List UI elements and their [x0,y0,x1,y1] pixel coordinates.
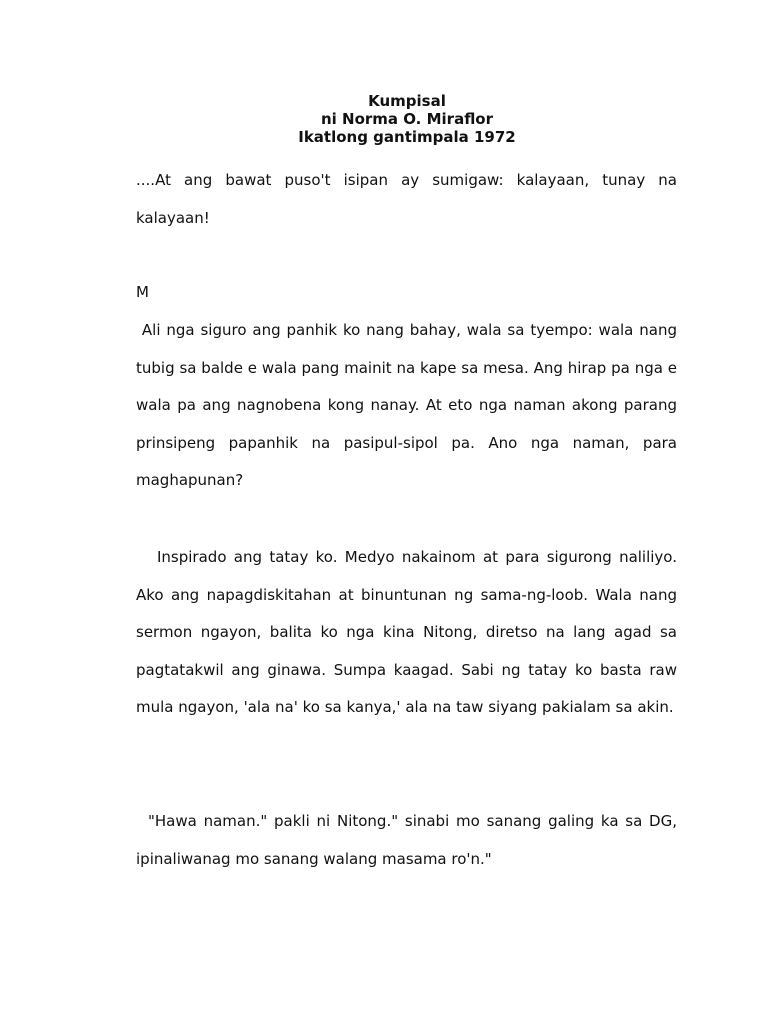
body-paragraph: "Hawa naman." pakli ni Nitong." sinabi mo sanang galing ka sa DG, ipinaliwanag mo sanang walang masama ro'n." [136,812,677,868]
drop-cap-letter: M [136,283,149,301]
document-award: Ikatlong gantimpala 1972 [298,128,516,146]
document-author: ni Norma O. Miraflor [320,110,494,128]
body-paragraph: Inspirado ang tatay ko. Medyo nakainom at para sigurong naliliyo. Ako ang napagdiskitahan at binuntunan ng sama-ng-loob. Wala nang sermon ngayon, balita ko nga kina Nitong, diretso na lang agad sa pagtatakwil ang ginawa. Sumpa kaagad. Sabi ng tatay ko basta raw mula ngayon, 'ala na' ko sa kanya,' ala na taw siyang pakialam sa akin. [136,548,677,717]
document-header [0,92,768,146]
body-paragraph: Ali nga siguro ang panhik ko nang bahay, wala sa tyempo: wala nang tubig sa balde e wala pang mainit na kape sa mesa. Ang hirap pa nga e wala pa ang nagnobena kong nanay. At eto nga naman akong parang prinsipeng papanhik na pasipul-sipol pa. Ano nga naman, para maghapunan? [136,321,682,490]
document-title: Kumpisal [368,92,446,110]
epigraph-paragraph: ....At ang bawat puso't isipan ay sumigaw: kalayaan, tunay na kalayaan! [136,171,677,227]
